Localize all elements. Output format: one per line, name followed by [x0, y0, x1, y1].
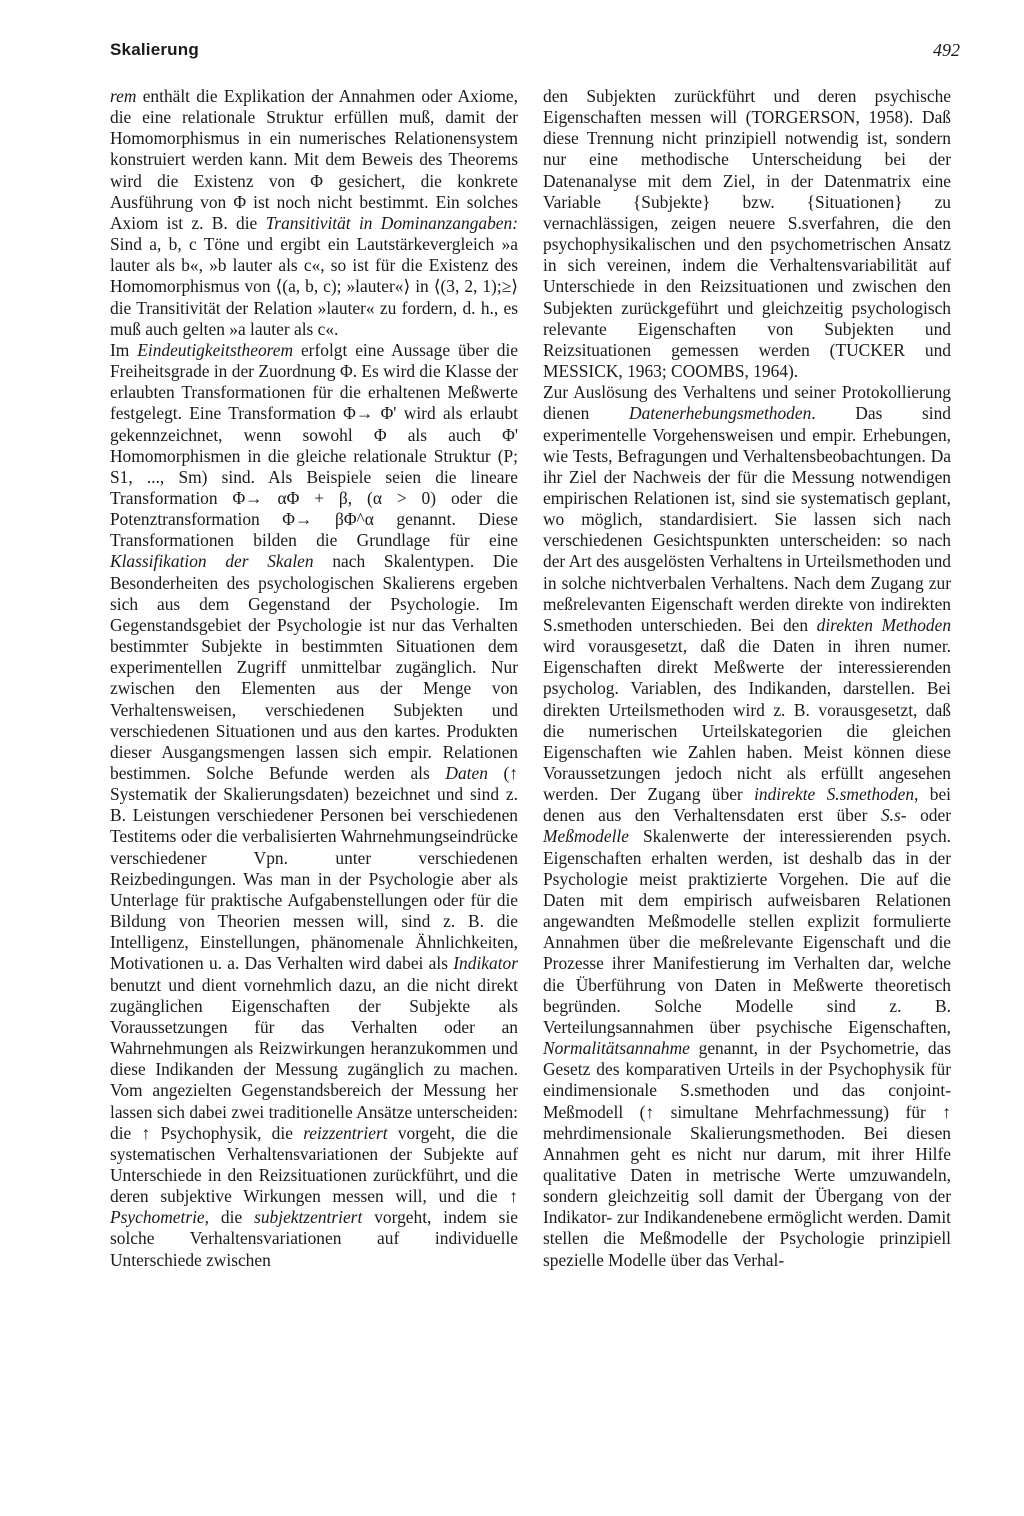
text-run: Im: [110, 339, 138, 360]
text-run: Sind a, b, c Töne und ergibt ein Lautstärkevergleich »a lauter als b«, »b lauter als c«, so ist für die Existenz des Homomorphismus von ⟨(a, b, c); »lauter«⟩ in ⟨(3, 2, 1);≥⟩ die Transitivität der Relation »lauter« zu fordern, d. h., es muß auch gelten »a lauter als c«.: [110, 234, 518, 339]
italic-run: S.s-: [880, 805, 907, 826]
italic-run: Eindeutigkeitstheorem: [137, 339, 294, 360]
italic-run: Daten: [445, 763, 488, 783]
text-run: den Subjekten zurückführt und deren psychische Eigenschaften messen will (TORGERSON, 1958). Daß diese Trennung nicht prinzipiell notwendig ist, sondern nur eine methodische Unterscheidung bei der Datenanalyse mit dem Ziel, in der Datenmatrix eine Variable {Subjekte} bzw. {Situationen} zu vernachlässigen, zeigen neuere S.sverfahren, die den psychophysikalischen und den psychometrischen Ansatz in sich vereinen, indem die Verhaltensvariabilität auf Unterschiede in den Reizsituationen und zwischen den Subjekten zurückgeführt und gleichzeitig psychologisch relevante Eigenschaften von Subjekten und Reizsituationen gemessen werden (TUCKER und MESSICK, 1963; COOMBS, 1964).: [543, 86, 951, 382]
page-header: [110, 40, 960, 68]
paragraph: [110, 86, 518, 340]
text-run: . Das sind experimentelle Vorgehensweisen und empir. Erhebungen, wie Tests, Befragungen und Verhaltensbeobachtungen. Da ihr Ziel der Nachweis der für die Messung notwendigen empirischen Relationen ist, sind sie systematisch geplant, wo möglich, standardisiert. Sie lassen sich nach verschiedenen Gesichtspunkten unterscheiden: so nach der Art des ausgelösten Verhaltens in Urteilsmethoden und in solche nichtverbalen Verhaltens. Nach dem Zugang zur meßrelevanten Eigenschaft werden direkte von indirekten S.smethoden unterschieden. Bei den: [543, 403, 951, 635]
italic-run: Psychometrie: [110, 1207, 205, 1228]
italic-run: subjektzentriert: [254, 1207, 363, 1228]
text-run: oder: [906, 805, 952, 826]
text-run: , bei denen aus den Verhaltensdaten erst über: [543, 784, 951, 826]
text-run: vorgeht, indem sie solche Verhaltensvariationen auf individuelle Unterschiede zwischen: [110, 1207, 518, 1270]
paragraph: [543, 382, 951, 1271]
text-run: erfolgt eine Aussage über die Freiheitsgrade in der Zuordnung Φ. Es wird die Klasse der erlaubten Transformationen für die erhaltenen Meßwerte festgelegt. Eine Transformation Φ→ Φ' wird als erlaubt gekennzeichnet, wenn sowohl Φ als auch Φ' Homomorphismen in die gleiche relationale Struktur (P; S1, ..., Sm) sind. Als Beispiele seien die lineare Transformation Φ→ αΦ + β, (α > 0) oder die Potenztransformation Φ→ βΦ^α genannt. Diese Transformationen bilden die Grundlage für eine: [110, 339, 519, 551]
italic-run: indirekte S.smethoden: [754, 784, 915, 805]
left-column: [110, 86, 518, 1271]
text-run: vorgeht, die die systematischen Verhaltensvariationen der Subjekte auf Unterschiede in den Reizsituationen zurückführt, und die deren subjektive Wirkungen messen will, und die ↑: [110, 1122, 518, 1207]
text-run: Skalenwerte der interessierenden psych. Eigenschaften erhalten werden, ist deshalb das in der Psychologie meist praktizierte Vorgehen. Die auf die Daten mit dem empirisch aufweisbaren Relationen angewandten Meßmodelle stellen explizit formulierte Annahmen über die meßrelevante Eigenschaft und die Prozesse ihrer Manifestierung im Verhalten dar, welche die Überführung von Daten in Meßwerte theoretisch begründen. Solche Modelle sind z. B. Verteilungsannahmen über psychische Eigenschaften,: [543, 826, 951, 1037]
running-head: Skalierung: [110, 40, 199, 59]
paragraph: [110, 340, 518, 1271]
text-run: genannt, in der Psychometrie, das Gesetz des komparativen Urteils in der Psychophysik für eindimensionale S.smethoden und das conjoint-Meßmodell (↑ simultane Mehrfachmessung) für ↑ mehrdimensionale Skalierungsmethoden. Bei diesen Annahmen geht es nicht nur darum, mit ihrer Hilfe qualitative Daten in metrische Werte umzuwandeln, sondern gleichzeitig soll damit der Übergang von der Indikator- zur Indikandenebene ermöglicht werden. Damit stellen die Meßmodelle der Psychologie prinzipiell spezielle Modelle über das Verhal-: [543, 1038, 951, 1270]
italic-run: Transitivität in Dominanzangaben:: [265, 212, 518, 233]
text-run: nach Skalentypen. Die Besonderheiten des psychologischen Skalierens ergeben sich aus dem Gegenstand der Psychologie. Im Gegenstandsgebiet der Psychologie ist nur das Verhalten bestimmter Subjekte in bestimmten Situationen dem experimentellen Zugriff unmittelbar zugänglich. Nur zwischen den Elementen aus der Menge von Verhaltensweisen, verschiedenen Subjekten und verschiedenen Situationen und aus den kartes. Produkten dieser Ausgangsmengen lassen sich empir. Relationen bestimmen. Solche Befunde werden als: [110, 551, 519, 783]
text-run: enthält die Explikation der Annahmen oder Axiome, die eine relationale Struktur erfüllen muß, damit der Homomorphismus in ein numerisches Relationensystem konstruiert werden kann. Mit dem Beweis des Theorems wird die Existenz von Φ gesichert, die konkrete Ausführung von Φ ist noch nicht bestimmt. Ein solches Axiom ist z. B. die: [110, 86, 518, 233]
right-column: [543, 86, 951, 1271]
italic-run: reizzentriert: [303, 1122, 388, 1143]
italic-run: direkten Methoden: [816, 614, 952, 635]
italic-run: Meßmodelle: [543, 826, 629, 847]
text-run: wird vorausgesetzt, daß die Daten in ihren numer. Eigenschaften direkt Meßwerte der interessierenden psycholog. Variablen, des Indikanden, darstellen. Bei direkten Urteilsmethoden wird z. B. vorausgesetzt, daß die numerischen Urteilskategorien die gleichen Eigenschaften wie Zahlen haben. Meist können diese Voraussetzungen jedoch nicht als erfüllt angesehen werden. Der Zugang über: [543, 636, 951, 805]
paragraph: [543, 86, 951, 382]
italic-run: Datenerhebungsmethoden: [629, 403, 812, 424]
text-run: Zur Auslösung des Verhaltens und seiner Protokollierung dienen: [543, 382, 951, 424]
italic-run: Indikator: [453, 953, 518, 974]
text-run: benutzt und dient vornehmlich dazu, an die nicht direkt zugänglichen Eigenschaften der Subjekte als Voraussetzungen für das Verhalten oder an Wahrnehmungen als Reizwirkungen heranzukommen und diese Indikanden der Messung zugänglich zu machen. Vom angezielten Gegenstandsbereich der Messung her lassen sich dabei zwei traditionelle Ansätze unterscheiden: die ↑ Psychophysik, die: [110, 974, 518, 1143]
italic-run: rem: [110, 86, 137, 106]
italic-run: Klassifikation der Skalen: [110, 551, 314, 572]
text-run: (↑ Systematik der Skalierungsdaten) bezeichnet und sind z. B. Leistungen verschiedener Personen bei verschiedenen Testitems oder die verbalisierten Wahrnehmungseindrücke verschiedener Vpn. unter verschiedenen Reizbedingungen. Was man in der Psychologie aber als Unterlage für praktische Aufgabenstellungen oder für die Bildung von Theorien messen will, sind z. B. die Intelligenz, Einstellungen, phänomenale Ähnlichkeiten, Motivationen u. a. Das Verhalten wird dabei als: [110, 763, 518, 974]
page-number: 492: [933, 40, 960, 60]
text-run: , die: [204, 1207, 255, 1228]
italic-run: Normalitätsannahme: [543, 1038, 690, 1059]
